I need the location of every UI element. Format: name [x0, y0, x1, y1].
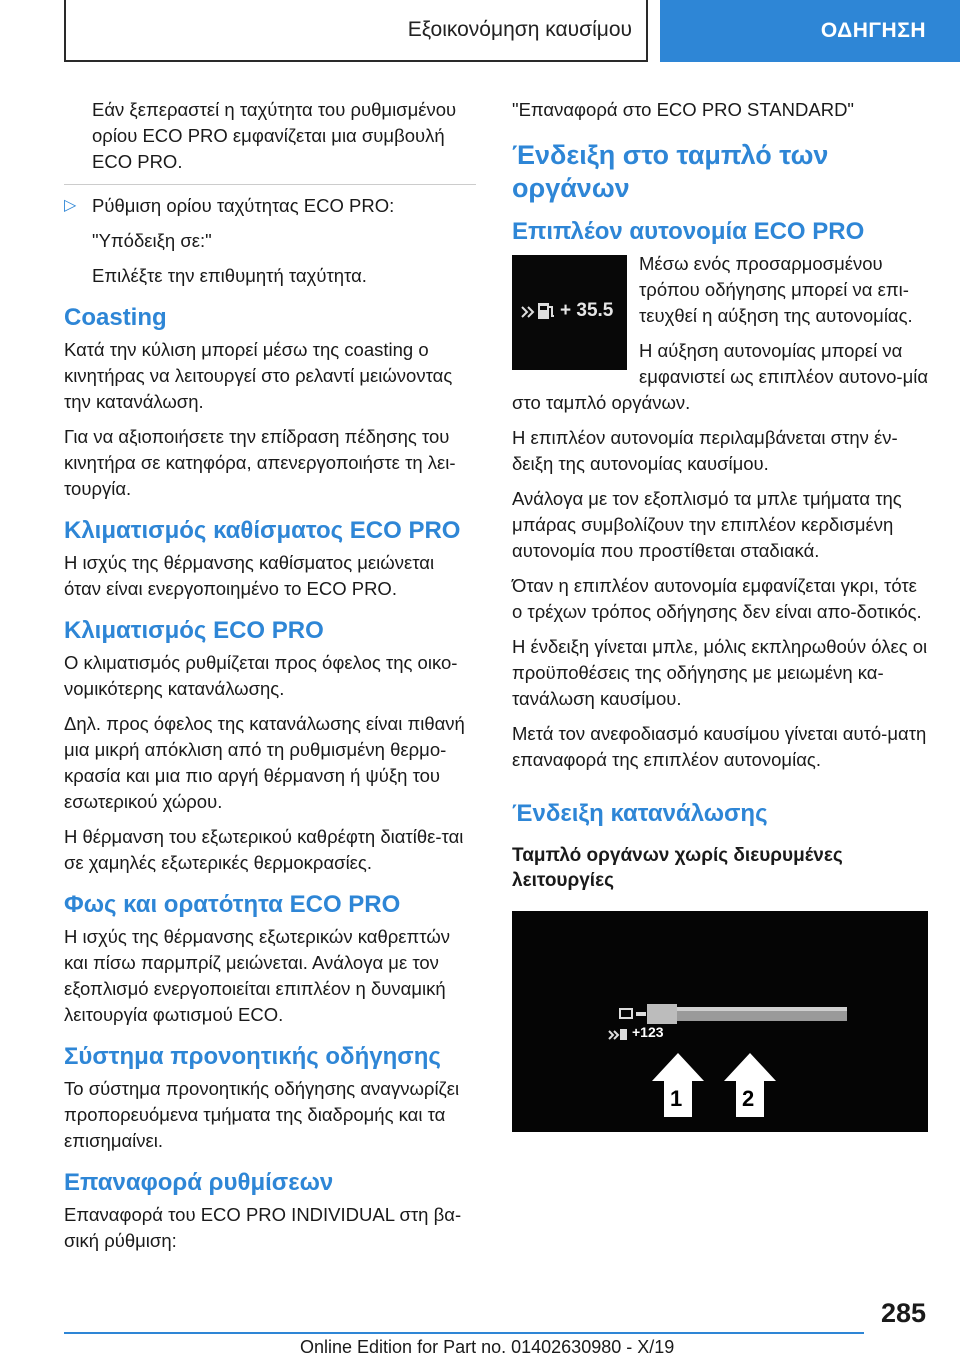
callout-number-2: 2	[742, 1086, 755, 1111]
step-text: Ρύθμιση ορίου ταχύτητας ECO PRO:	[92, 195, 395, 216]
paragraph: Μετά τον ανεφοδιασμό καυσίμου γίνεται αυτό-ματη επαναφορά της επιπλέον αυτονομίας.	[512, 723, 927, 770]
left-column	[64, 97, 476, 1263]
eco-pro-range-display-image	[512, 255, 627, 370]
paragraph: Δηλ. προς όφελος της κατανάλωσης είναι πιθανή μια μικρή απόκλιση από τη ρυθμισμένη θερμο-κρασία και μια πιο αργή θέρμανση ή ψύξη του εσωτερικού χώρου.	[64, 713, 465, 812]
paragraph: Επαναφορά του ECO PRO INDIVIDUAL στη βα-σική ρύθμιση:	[64, 1204, 462, 1251]
edition-footer: Online Edition for Part no. 01402630980 - X/19	[300, 1337, 675, 1357]
chapter-title: ΟΔΗΓΗΣΗ	[820, 19, 926, 42]
paragraph: Για να αξιοποιήσετε την επίδραση πέδησης του κινητήρα σε κατηφόρα, απενεργοποιήστε τη λει-τουργία.	[64, 426, 456, 499]
step-divider	[64, 184, 476, 185]
paragraph: Η αύξηση αυτονομίας μπορεί να εμφανιστεί ως επιπλέον αυτονο-μία στο ταμπλό οργάνων.	[512, 340, 929, 413]
step-sub-paragraph: "Υπόδειξη σε:"	[92, 230, 212, 251]
footer-divider	[64, 1332, 864, 1334]
chapter-heading: Ένδειξη στο ταμπλό των οργάνων	[512, 140, 829, 203]
paragraph: Κατά την κύλιση μπορεί μέσω της coasting ο κινητήρας να λειτουργεί στο ρελαντί μειώνοντας την κατανάλωση.	[64, 339, 453, 412]
paragraph: Η ένδειξη γίνεται μπλε, μόλις εκπληρωθούν όλες οι προϋποθέσεις της οδήγησης με μειωμένη κα-τανάλωση καυσίμου.	[512, 636, 928, 709]
step-triangle-icon: ▷	[64, 197, 77, 214]
paragraph: Η θέρμανση του εξωτερικού καθρέφτη διατίθε-ται σε χαμηλές εξωτερικές θερμοκρασίες.	[64, 826, 464, 873]
step-sub-paragraph: Επιλέξτε την επιθυμητή ταχύτητα.	[92, 265, 367, 286]
consumption-bar-graphic	[512, 911, 928, 1132]
right-column	[512, 97, 932, 1132]
section-heading: Φως και ορατότητα ECO PRO	[64, 891, 401, 918]
bonus-range-value: + 35.5	[560, 300, 614, 321]
page-number: 285	[880, 1298, 926, 1328]
section-heading: Επαναφορά ρυθμίσεων	[64, 1169, 334, 1196]
paragraph: "Επαναφορά στο ECO PRO STANDARD"	[512, 99, 854, 120]
paragraph: Η ισχύς της θέρμανσης καθίσματος μειώνεται όταν είναι ενεργοποιημένο το ECO PRO.	[64, 552, 435, 599]
paragraph: Η επιπλέον αυτονομία περιλαμβάνεται στην έν-δειξη της αυτονομίας καυσίμου.	[512, 427, 898, 474]
cluster-range-value: +123	[632, 1024, 664, 1040]
section-heading: Κλιματισμός καθίσματος ECO PRO	[64, 517, 461, 544]
paragraph: Το σύστημα προνοητικής οδήγησης αναγνωρίζει προπορευόμενα τμήματα της διαδρομής και τα επισημαίνει.	[64, 1078, 460, 1151]
section-heading: Ένδειξη κατανάλωσης	[512, 800, 768, 827]
paragraph: Μέσω ενός προσαρμοσμένου τρόπου οδήγησης μπορεί να επι-τευχθεί η αύξηση της αυτονομίας.	[639, 253, 913, 326]
running-header-section	[64, 0, 648, 62]
section-heading: Coasting	[64, 304, 167, 331]
section-title: Εξοικονόμηση καυσίμου	[407, 18, 632, 41]
section-heading: Κλιματισμός ECO PRO	[64, 617, 324, 644]
running-header-chapter	[660, 0, 960, 62]
step-item	[64, 193, 476, 219]
section-heading: Επιπλέον αυτονομία ECO PRO	[512, 218, 865, 245]
paragraph: Εάν ξεπεραστεί η ταχύτητα του ρυθμισμένου ορίου ECO PRO εμφανίζεται μια συμβουλή ECO PRO.	[92, 99, 457, 172]
callout-number-1: 1	[670, 1086, 683, 1111]
paragraph: Ανάλογα με τον εξοπλισμό τα μπλε τμήματα της μπάρας συμβολίζουν την επιπλέον κερδισμένη αυτονομία που προστίθεται σταδιακά.	[512, 488, 902, 561]
section-heading: Σύστημα προνοητικής οδήγησης	[64, 1043, 441, 1070]
paragraph: Η ισχύς της θέρμανσης εξωτερικών καθρεπτών και πίσω παρμπρίζ μειώνεται. Ανάλογα με τον εξοπλισμό ενεργοποιείται επιπλέον η δυναμική λειτουργία φωτισμού ECO.	[64, 926, 451, 1025]
paragraph: Όταν η επιπλέον αυτονομία εμφανίζεται γκρι, τότε ο τρέχων τρόπος οδήγησης δεν είναι απο-δοτικός.	[512, 575, 922, 622]
instrument-cluster-image	[512, 911, 928, 1132]
sub-heading: Ταμπλό οργάνων χωρίς διευρυμένες λειτουργίες	[512, 845, 843, 891]
paragraph: Ο κλιματισμός ρυθμίζεται προς όφελος της οικο-νομικότερης κατανάλωσης.	[64, 652, 458, 699]
